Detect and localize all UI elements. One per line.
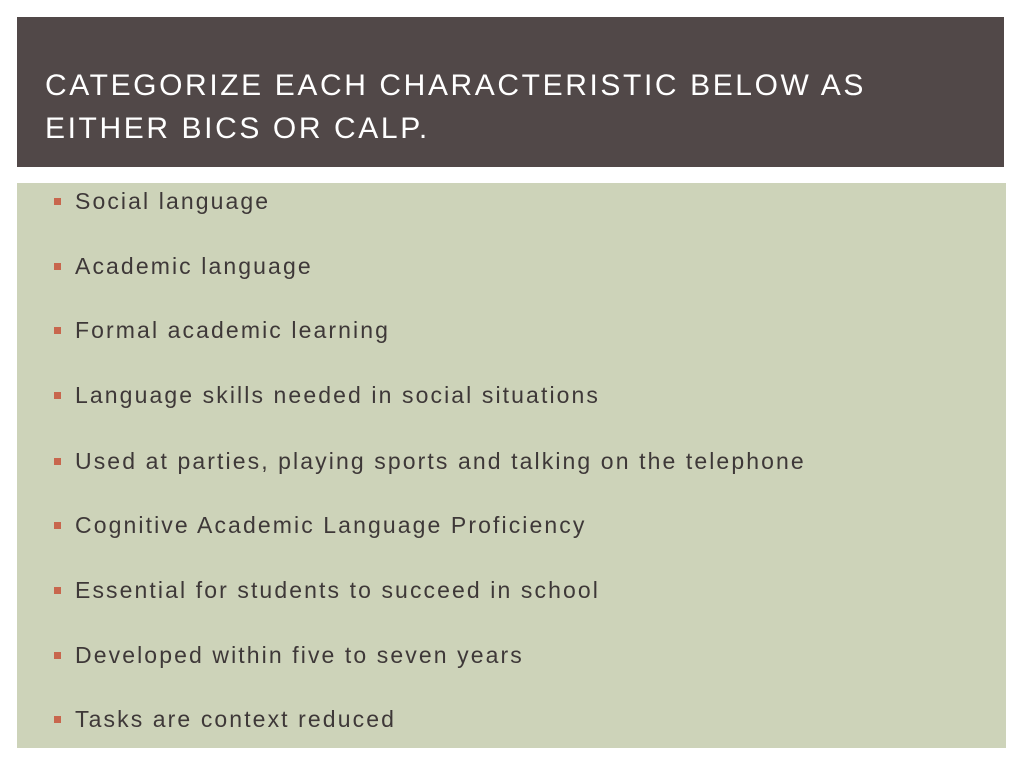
- slide-title: CATEGORIZE EACH CHARACTERISTIC BELOW AS EITHER BICS OR CALP.: [45, 69, 866, 145]
- bullet-text: Formal academic learning: [75, 317, 391, 343]
- square-bullet-icon: [54, 652, 61, 659]
- bullet-text: Social language: [75, 188, 271, 214]
- square-bullet-icon: [54, 198, 61, 205]
- bullet-text: Used at parties, playing sports and talking on the telephone: [75, 448, 806, 474]
- square-bullet-icon: [54, 587, 61, 594]
- square-bullet-icon: [54, 522, 61, 529]
- content-panel: [17, 183, 1006, 748]
- bullet-text: Developed within five to seven years: [75, 642, 524, 668]
- bullet-text: Academic language: [75, 253, 313, 279]
- square-bullet-icon: [54, 458, 61, 465]
- title-band: [17, 17, 1004, 167]
- bullet-text: Language skills needed in social situations: [75, 382, 601, 408]
- bullet-text: Essential for students to succeed in school: [75, 577, 600, 603]
- square-bullet-icon: [54, 716, 61, 723]
- bullet-text: Tasks are context reduced: [75, 706, 396, 732]
- square-bullet-icon: [54, 327, 61, 334]
- bullet-text: Cognitive Academic Language Proficiency: [75, 512, 587, 538]
- square-bullet-icon: [54, 392, 61, 399]
- square-bullet-icon: [54, 263, 61, 270]
